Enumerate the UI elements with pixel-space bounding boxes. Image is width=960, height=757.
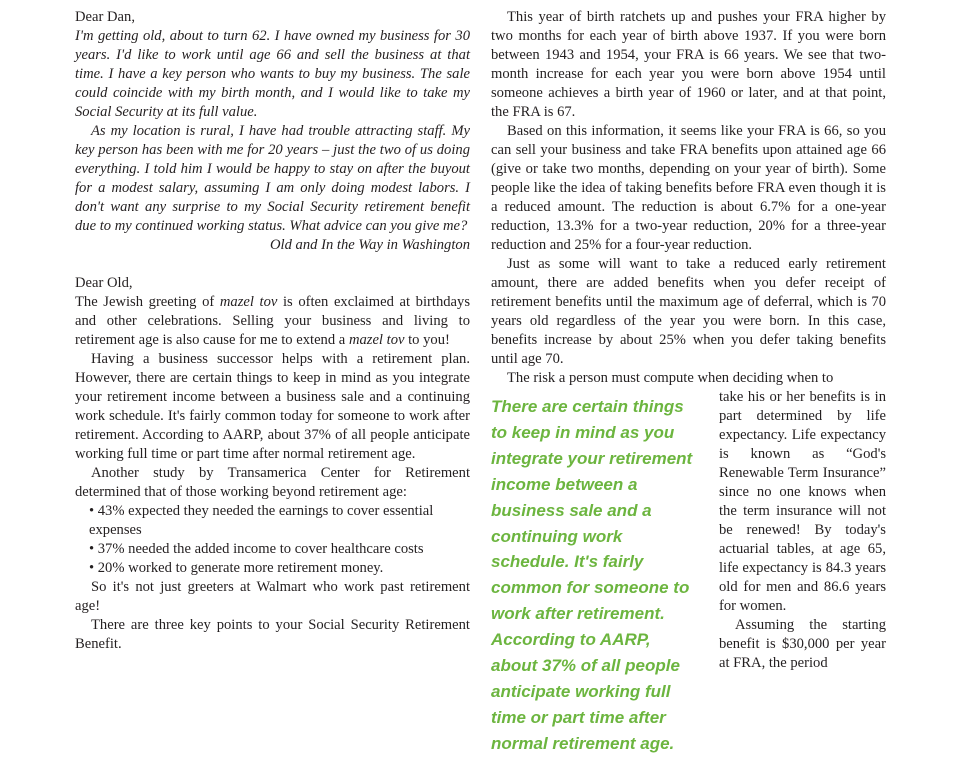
reply-p1-mazel-tov-2: mazel tov [348, 332, 405, 348]
reply-p1-text-e: to you! [404, 332, 450, 348]
letter-salutation: Dear Dan, [75, 9, 135, 25]
list-item: • 43% expected they needed the earnings to cover essential expenses [89, 503, 434, 538]
right-paragraph-2: Based on this information, it seems like your FRA is 66, so you can sell your business and take FRA benefits upon attained age 66 (give or take two months, depending on your year of birth). Some people like the idea of taking benefits before FRA even though it is a reduced amount. The reduction is about 6.7% for a one-year reduction, 13.3% for a two-year reduction, 20% for a three-year reduction and 25% for a four-year reduction. [491, 123, 886, 253]
reply-p1-text-c: is often exclaimed at birthdays and other celebrations. Selling your business and living to retirement age is also cause for me to extend a [75, 294, 470, 348]
list-item: • 20% worked to generate more retirement money. [89, 560, 384, 576]
right-paragraph-4-rest: take his or her benefits is in part determined by life expectancy. Life expectancy is known as “God's Renewable Term Insurance” since no one knows when the term insurance will not be renewed! By today's actuarial tables, at age 65, life expectancy is 84.3 years old for men and 86.6 years for women. [719, 389, 886, 614]
reply-salutation: Dear Old, [75, 275, 133, 291]
reply-paragraph-1 [75, 293, 470, 350]
reply-paragraph-2: Having a business successor helps with a retirement plan. However, there are certain things to keep in mind as you integrate your retirement income between a business sale and a continuing work schedule. It's fairly common today for someone to work after retirement. According to AARP, about 37% of all people anticipate working full time or part time after normal retirement age. [75, 351, 470, 462]
letter-paragraph-1: I'm getting old, about to turn 62. I have owned my business for 30 years. I'd like to work until age 66 and sell the business at that time. I have a key person who wants to buy my business. The sale could coincide with my birth month, and I would like to take my Social Security at its full value. [75, 28, 470, 120]
reply-p1-text-a: The Jewish greeting of [75, 294, 220, 310]
right-paragraph-5: Assuming the starting benefit is $30,000 per year at FRA, the period [719, 617, 886, 671]
letter-signature: Old and In the Way in Washington [270, 237, 470, 253]
left-column [75, 8, 470, 654]
right-paragraph-3: Just as some will want to take a reduced early retirement amount, there are added benefits when you defer receipt of retirement benefits until the maximum age of deferral, which is 70 years old regardless of the year you were born. In this case, benefits increase by about 25% when you defer taking benefits until age 70. [491, 256, 886, 367]
list-item: • 37% needed the added income to cover healthcare costs [89, 541, 424, 557]
pull-quote: There are certain things to keep in mind as you integrate your retirement income between a business sale and a continuing work schedule. It's fairly common for someone to work after retirement. According to AARP, about 37% of all people anticipate working full time or part time after normal retirement age. [491, 397, 693, 753]
reply-paragraph-4: So it's not just greeters at Walmart who work past retirement age! [75, 579, 470, 614]
reply-paragraph-3: Another study by Transamerica Center for Retirement determined that of those working beyond retirement age: [75, 465, 470, 500]
letter-paragraph-2: As my location is rural, I have had trouble attracting staff. My key person has been with me for 20 years – just the two of us doing everything. I told him I would be happy to stay on after the buyout for a modest salary, assuming I am only doing modest labors. I don't want any surprise to my Social Security retirement benefit due to my continued working status. What advice can you give me? [75, 123, 470, 234]
reply-p1-mazel-tov-1: mazel tov [219, 294, 278, 310]
right-paragraph-1: This year of birth ratchets up and pushes your FRA higher by two months for each year of birth above 1937. If you were born between 1943 and 1954, your FRA is 66 years. We see that two-month increase for each year you were born above 1954 until someone achieves a birth year of 1960 or later, and at that point, the FRA is 67. [491, 9, 886, 120]
narrow-text-column [719, 388, 886, 757]
right-paragraph-4-lead: The risk a person must compute when deciding when to [507, 370, 834, 386]
right-column [491, 8, 886, 757]
pull-quote-wrap [491, 388, 886, 757]
reply-paragraph-5: There are three key points to your Social Security Retirement Benefit. [75, 617, 470, 652]
statistics-list [75, 502, 470, 578]
